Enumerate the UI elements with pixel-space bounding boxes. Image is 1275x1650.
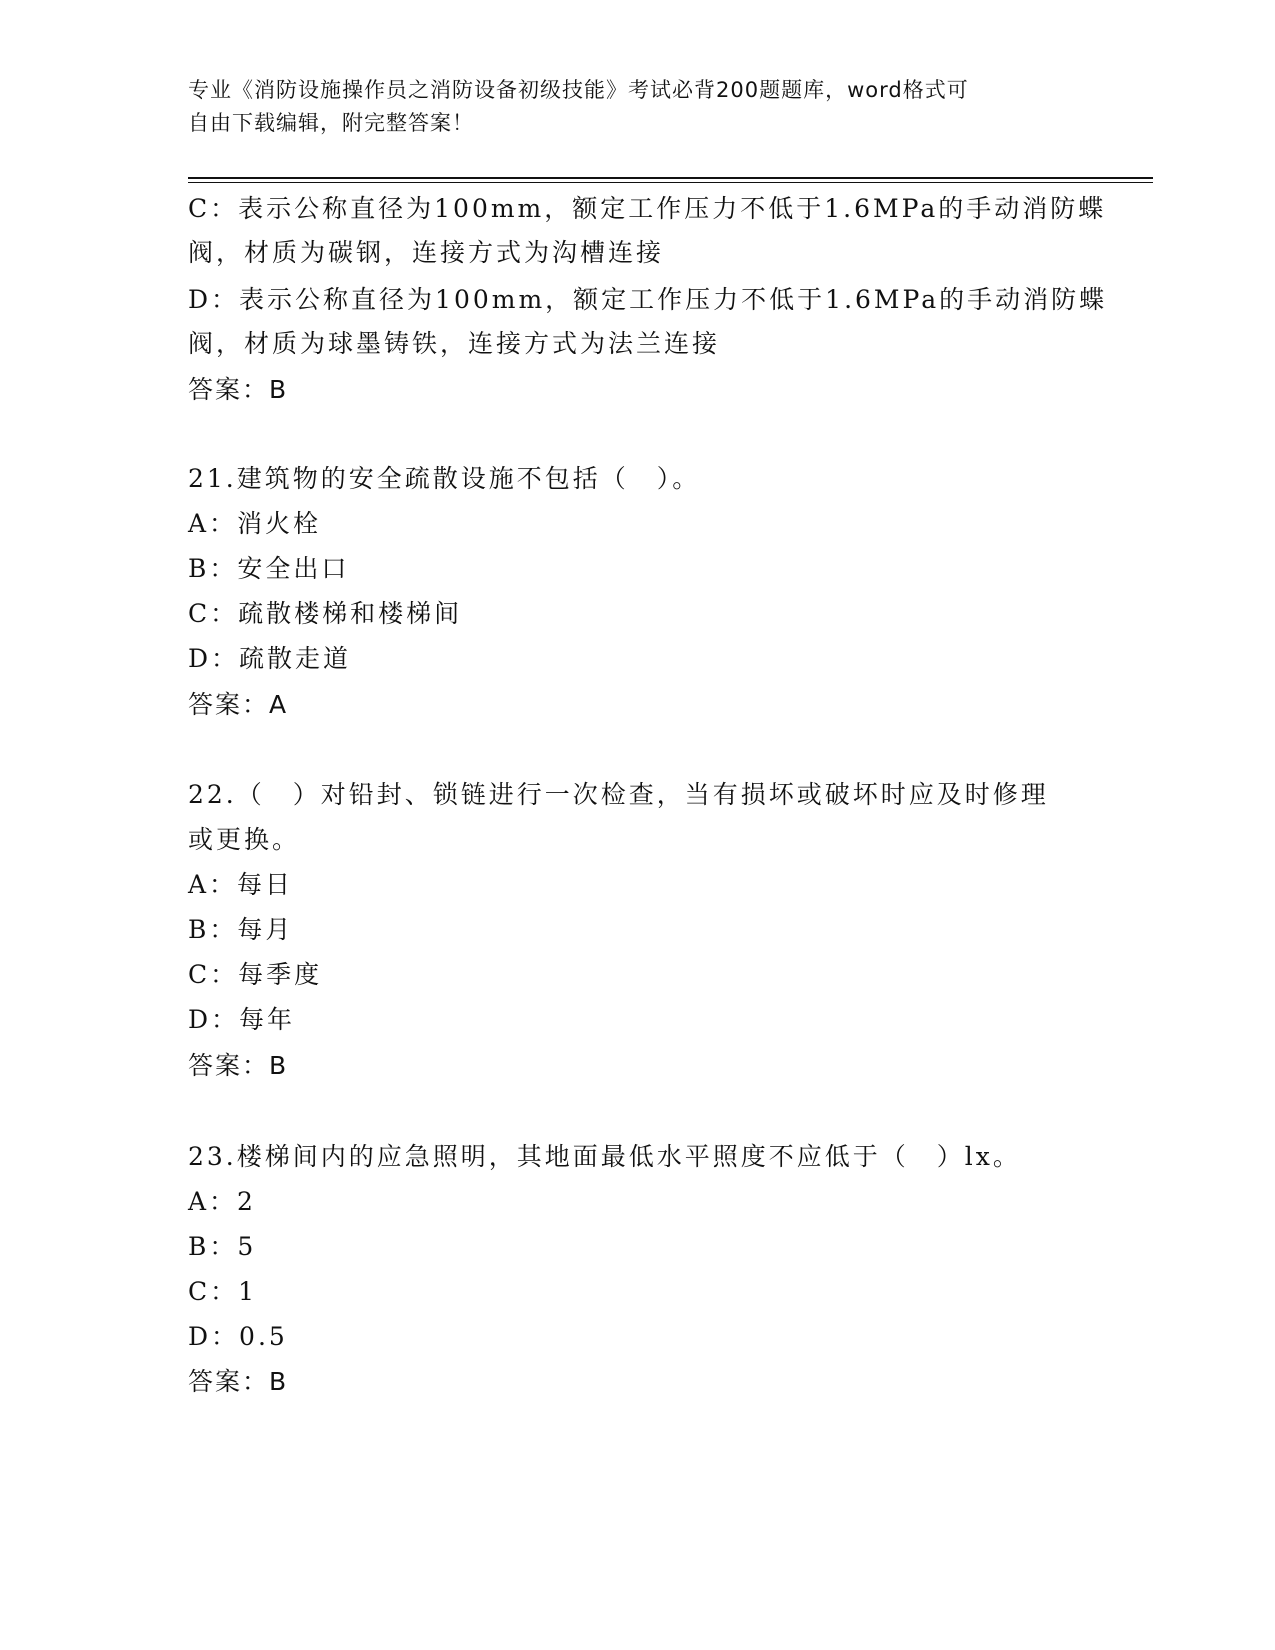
question-21-option-b: B：安全出口	[188, 554, 350, 583]
question-23-option-c: C：1	[188, 1277, 258, 1306]
question-22-answer: 答案：B	[188, 1051, 289, 1080]
question-22-stem-line-2: 或更换。	[188, 825, 301, 854]
prev-option-d-line-1: D：表示公称直径为100mm，额定工作压力不低于1.6MPa的手动消防蝶	[188, 285, 1108, 314]
question-23-answer: 答案：B	[188, 1367, 289, 1396]
question-22-option-a: A：每日	[188, 870, 294, 899]
prev-option-d-line-2: 阀，材质为球墨铸铁，连接方式为法兰连接	[188, 329, 721, 358]
prev-option-c-line-1: C：表示公称直径为100mm，额定工作压力不低于1.6MPa的手动消防蝶	[188, 194, 1107, 223]
question-22-option-d: D：每年	[188, 1005, 296, 1034]
question-21-option-c: C：疏散楼梯和楼梯间	[188, 599, 463, 628]
question-22-stem-line-1: 22.（ ）对铅封、锁链进行一次检查，当有损坏或破坏时应及时修理	[188, 780, 1049, 809]
header-line-1: 专业《消防设施操作员之消防设备初级技能》考试必背200题题库，word格式可	[188, 78, 969, 102]
question-21-stem: 21.建筑物的安全疏散设施不包括（ ）。	[188, 464, 701, 493]
header-line-2: 自由下载编辑，附完整答案！	[188, 111, 474, 135]
prev-option-c-line-2: 阀，材质为碳钢，连接方式为沟槽连接	[188, 238, 665, 267]
question-21-answer: 答案：A	[188, 690, 289, 719]
document-header	[188, 74, 1068, 140]
question-23-option-b: B：5	[188, 1232, 257, 1261]
prev-answer: 答案：B	[188, 375, 289, 404]
question-23-option-d: D：0.5	[188, 1322, 288, 1351]
question-21-option-a: A：消火栓	[188, 509, 322, 538]
question-23-stem: 23.楼梯间内的应急照明，其地面最低水平照度不应低于（ ）lx。	[188, 1142, 1021, 1171]
question-22-option-c: C：每季度	[188, 960, 323, 989]
header-divider-thin	[188, 182, 1153, 183]
question-21-option-d: D：疏散走道	[188, 644, 352, 673]
header-divider-thick	[188, 177, 1153, 179]
question-22-option-b: B：每月	[188, 915, 294, 944]
question-23-option-a: A：2	[188, 1187, 256, 1216]
